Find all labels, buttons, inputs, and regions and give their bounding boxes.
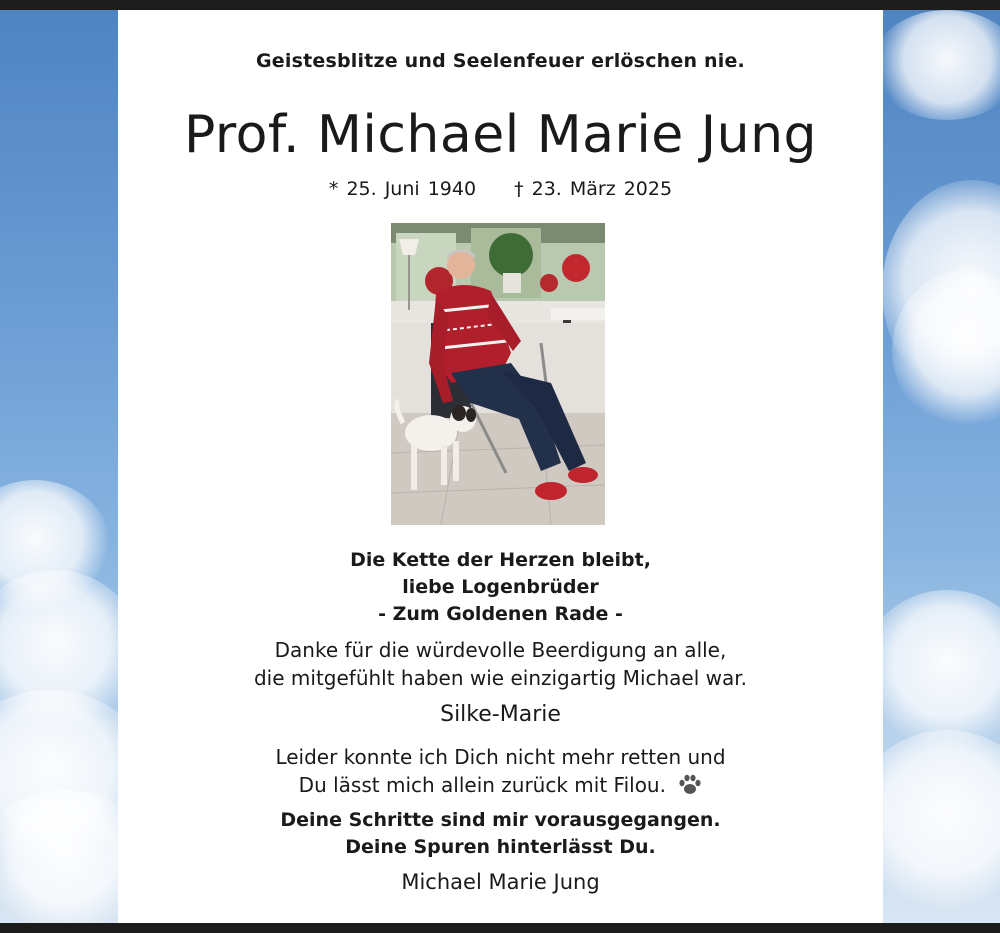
obituary-panel [118,10,883,923]
closing-line-2: Deine Spuren hinterlässt Du. [345,836,656,858]
deceased-name: Prof. Michael Marie Jung [183,105,818,165]
closing-message [118,807,883,861]
signature-michael-marie-jung: Michael Marie Jung [401,870,600,894]
birth-date: * 25. Juni 1940 [328,178,477,200]
sky-background-right [882,10,1000,923]
lodge-line-3: - Zum Goldenen Rade - [378,603,623,625]
farewell-message [118,743,883,799]
farewell-line-2-wrap [118,771,883,799]
thanks-line-2: die mitgefühlt haben wie einzigartig Michael war. [253,666,748,690]
paw-print-icon [678,774,702,796]
lodge-line-2: liebe Logenbrüder [402,576,599,598]
death-date: † 23. März 2025 [514,178,673,200]
thanks-message [118,636,883,692]
farewell-line-1: Leider konnte ich Dich nicht mehr retten und [275,745,726,769]
thanks-line-1: Danke für die würdevolle Beerdigung an alle, [274,638,727,662]
lodge-line-1: Die Kette der Herzen bleibt, [350,549,651,571]
signature-silke-marie: Silke-Marie [440,702,561,727]
farewell-line-2: Du lässt mich allein zurück mit Filou. [298,773,666,797]
life-dates [118,178,883,200]
closing-line-1: Deine Schritte sind mir vorausgegangen. [280,809,721,831]
lodge-message [118,547,883,628]
motto: Geistesblitze und Seelenfeuer erlöschen nie. [256,50,745,72]
portrait-photo [391,223,605,525]
sky-background-left [0,10,118,923]
